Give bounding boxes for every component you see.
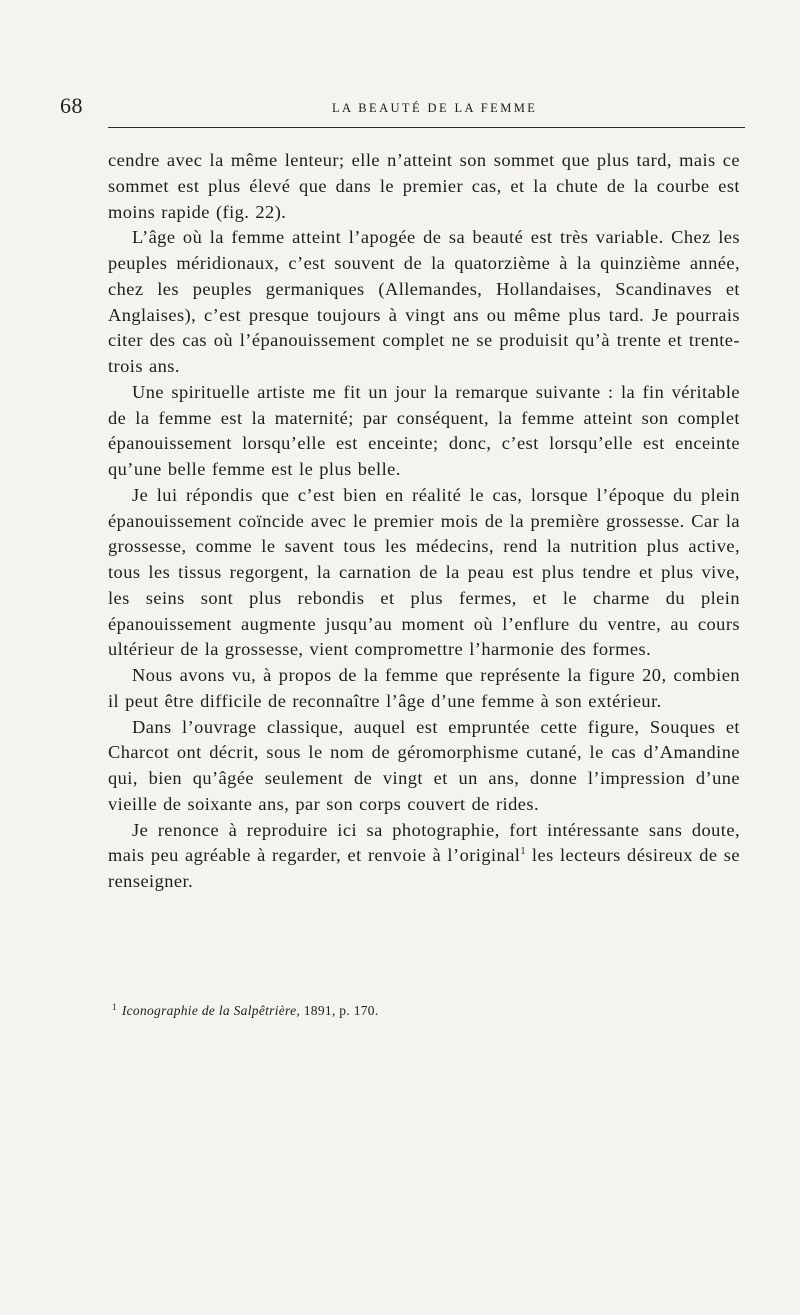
body-text <box>108 148 740 895</box>
paragraph-7-end: les lecteurs désireux de se renseigner. <box>108 845 740 891</box>
running-head: LA BEAUTÉ DE LA FEMME <box>332 101 538 115</box>
paragraph-3: Une spirituelle artiste me fit un jour la remarque suivante : la fin véritable de la femme est la maternité; par conséquent, la femme atteint son complet épanouissement lorsqu’elle est enceinte; donc, c’est lorsqu’elle est enceinte qu’une belle femme est le plus belle. <box>108 381 740 479</box>
paragraph-1: cendre avec la même lenteur; elle n’atteint son sommet que plus tard, mais ce sommet est plus élevé que dans le premier cas, et la chute de la courbe est moins rapide (fig. 22). <box>108 150 740 222</box>
footnote <box>112 1003 732 1019</box>
paragraph-7 <box>108 818 740 895</box>
footnote-reference: 1 <box>520 846 526 858</box>
footnote-rest: , 1891, p. 170. <box>296 1003 379 1018</box>
paragraph-5: Nous avons vu, à propos de la femme que représente la figure 20, combien il peut être difficile de reconnaître l’âge d’une femme à son extérieur. <box>108 665 740 711</box>
paragraph-6: Dans l’ouvrage classique, auquel est empruntée cette figure, Souques et Charcot ont décrit, sous le nom de géromorphisme cutané, le cas d’Amandine qui, bien qu’âgée seulement de vingt et un ans, donne l’impression d’une vieille de soixante ans, par son corps couvert de rides. <box>108 716 740 814</box>
footnote-title: Iconographie de la Salpêtrière <box>121 1003 297 1018</box>
footnote-number: 1 <box>112 1002 117 1012</box>
page-number: 68 <box>60 93 83 118</box>
header-rule <box>108 127 745 128</box>
paragraph-7-text: Je renonce à reproduire ici sa photographie, fort intéressante sans doute, mais peu agréable à regarder, et renvoie à l’original <box>108 819 740 866</box>
paragraph-4: Je lui répondis que c’est bien en réalité le cas, lorsque l’époque du plein épanouissement coïncide avec le premier mois de la première grossesse. Car la grossesse, comme le savent tous les médecins, rend la nutrition plus active, tous les tissus regorgent, la carnation de la peau est plus tendre et plus vive, les seins sont plus rebondis et plus fermes, et le charme du plein épanouissement augmente jusqu’au moment où l’enflure du ventre, au cours ultérieur de la grossesse, vient compromettre l’harmonie des formes. <box>108 484 740 660</box>
paragraph-2: L’âge où la femme atteint l’apogée de sa beauté est très variable. Chez les peuples méridionaux, c’est souvent de la quatorzième à la quinzième année, chez les peuples germaniques (Allemandes, Hollandaises, Scandinaves et Anglaises), c’est presque toujours à vingt ans ou même plus tard. Je pourrais citer des cas où l’épanouissement complet ne se produisit qu’à trente et trente-trois ans. <box>108 227 740 376</box>
